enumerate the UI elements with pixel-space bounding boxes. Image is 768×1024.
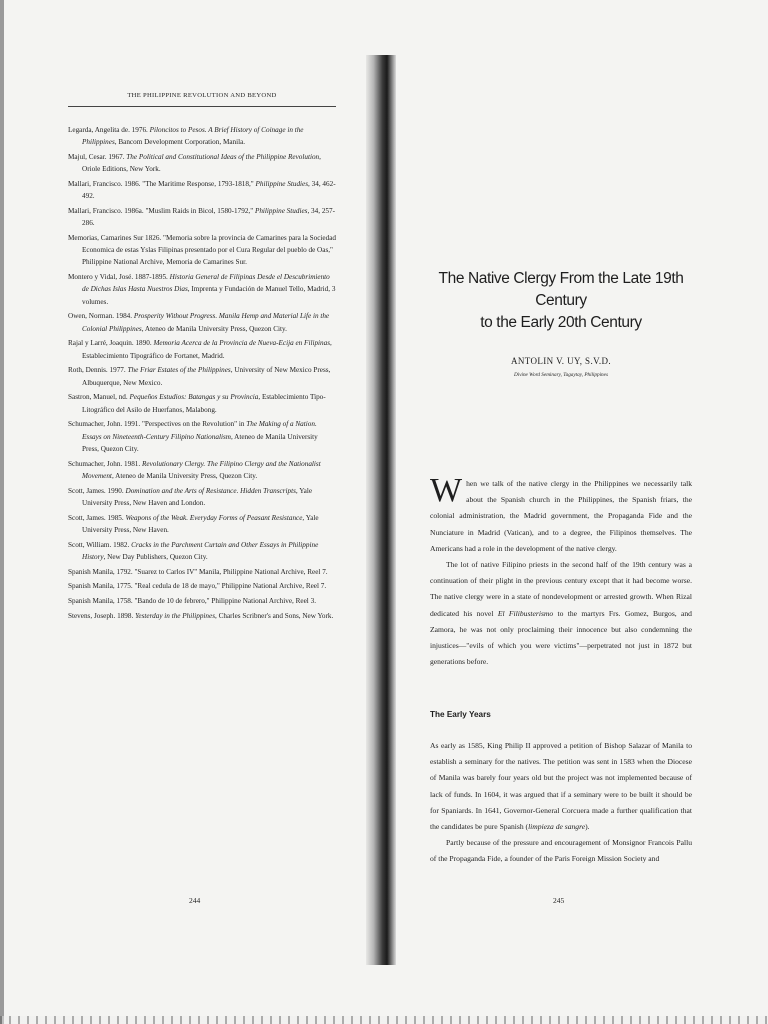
scan-left-border — [0, 0, 4, 1024]
reference-entry: Spanish Manila, 1758. "Bando de 10 de febrero," Philippine National Archive, Reel 3. — [68, 597, 316, 606]
reference-entry: Sastron, Manuel, nd. Pequeños Estudios: Batangas y su Provincia, Establecimiento Tipo-Litográfico del Asilo de Huerfanos, Malabong. — [68, 393, 326, 414]
scan-bottom-edge — [0, 1016, 768, 1024]
left-page-number: 244 — [189, 896, 201, 905]
right-page-number: 245 — [553, 896, 565, 905]
reference-entry: Mallari, Francisco. 1986. "The Maritime Response, 1793-1818," Philippine Studies, 34, 462-492. — [68, 180, 336, 201]
running-head: THE PHILIPPINE REVOLUTION AND BEYOND — [127, 92, 277, 99]
section-heading: The Early Years — [430, 710, 491, 719]
body-text-early-years — [430, 738, 692, 868]
article-title — [430, 268, 692, 334]
reference-list — [68, 124, 336, 625]
reference-entry: Schumacher, John. 1991. "Perspectives on the Revolution" in The Making of a Nation. Essays on Nineteenth-Century Filipino Nationalism, Ateneo de Manila University Press, Quezon City. — [68, 420, 318, 453]
body-text-intro — [430, 472, 692, 670]
paragraph-4: Partly because of the pressure and encouragement of Monsignor Francois Pallu of the Propaganda Fide, a founder of the Paris Foreign Mission Society and — [430, 838, 692, 864]
author-affiliation: Divine Word Seminary, Tagaytay, Philippines — [514, 372, 608, 378]
book-spine-gutter — [366, 55, 396, 965]
article-title-line-1: The Native Clergy From the Late 19th Century — [438, 270, 684, 309]
reference-entry: Mallari, Francisco. 1986a. "Muslim Raids in Bicol, 1580-1792," Philippine Studies, 34, 257-286. — [68, 207, 336, 228]
reference-entry: Owen, Norman. 1984. Prosperity Without Progress. Manila Hemp and Material Life in the Colonial Philippines, Ateneo de Manila University Press, Quezon City. — [68, 312, 330, 333]
drop-cap: W — [430, 472, 463, 509]
header-rule — [68, 106, 336, 107]
reference-entry: Spanish Manila, 1792. "Suarez to Carlos IV" Manila, Philippine National Archive, Reel 7. — [68, 567, 328, 576]
paragraph-2: The lot of native Filipino priests in the second half of the 19th century was a continuation of their plight in the previous century except that it had become worse. The native clergy were in a state of nondevelopment or arrested growth. When Rizal dedicated his novel El Filibusterismo to the martyrs Frs. Gomez, Burgos, and Zamora, he was not only proclaiming their innocence but also condemning the injustices—"evils of which you were victims"—perpetrated not just in 1872 but generations before. — [430, 560, 692, 667]
reference-entry: Schumacher, John. 1981. Revolutionary Clergy. The Filipino Clergy and the Nationalist Movement, Ateneo de Manila University Press, Quezon City. — [68, 459, 321, 480]
reference-entry: Legarda, Angelita de. 1976. Piloncitos to Pesos. A Brief History of Coinage in the Philippines, Bancom Development Corporation, Manila. — [68, 126, 304, 147]
paragraph-1: hen we talk of the native clergy in the Philippines we necessarily talk about the Spanish church in the Philippines, the Spanish friars, the colonial administration, the Madrid government, the Propaganda Fide and the Nunciature in Madrid (Vatican), and to a degree, the Filipinos themselves. The Americans had a role in the development of the native clergy. — [430, 479, 692, 553]
reference-entry: Majul, Cesar. 1967. The Political and Constitutional Ideas of the Philippine Revolution, Oriole Editions, New York. — [68, 153, 321, 174]
reference-entry: Memorias, Camarines Sur 1826. "Memoria sobre la provincia de Camarines para la Sociedad Economica de estas Yslas Filipinas presentado por el Cura Regular del pueblo de Oas," Philippine National Archive, Memoria de Camarines Sur. — [68, 234, 336, 267]
reference-entry: Scott, James. 1985. Weapons of the Weak. Everyday Forms of Peasant Resistance, Yale University Press, New Haven. — [68, 513, 319, 534]
reference-entry: Scott, James. 1990. Domination and the Arts of Resistance. Hidden Transcripts, Yale University Press, New Haven and London. — [68, 486, 313, 507]
reference-entry: Montero y Vidal, José. 1887-1895. Historia General de Filipinas Desde el Descubrimiento de Dichas Islas Hasta Nuestros Dias, Imprenta y Fundación de Manuel Tello, Madrid, 3 volumes. — [68, 273, 336, 306]
article-title-line-2: to the Early 20th Century — [480, 314, 642, 331]
author-name: ANTOLIN V. UY, S.V.D. — [510, 356, 612, 366]
reference-entry: Rajal y Larré, Joaquin. 1890. Memoria Acerca de la Provincia de Nueva-Ecija en Filipinas, Establecimiento Tipográfico de Fortanet, Madrid. — [68, 339, 332, 360]
reference-entry: Scott, William. 1982. Cracks in the Parchment Curtain and Other Essays in Philippine History, New Day Publishers, Quezon City. — [68, 540, 319, 561]
reference-entry: Roth, Dennis. 1977. The Friar Estates of the Philippines, University of New Mexico Press, Albuquerque, New Mexico. — [68, 366, 331, 387]
paragraph-3: As early as 1585, King Philip II approved a petition of Bishop Salazar of Manila to establish a seminary for the natives. The petition was sent in 1583 when the Diocese of Manila was barely four years old but the project was not implemented because of lack of funds. In 1604, it was argued that if a seminary were to be built it should be for Spaniards. In 1641, Governor-General Corcuera made a further qualification that the candidates be pure Spanish (limpieza de sangre). — [430, 741, 692, 832]
reference-entry: Spanish Manila, 1775. "Real cedula de 18 de mayo," Philippine National Archive, Reel 7. — [68, 582, 327, 591]
reference-entry: Stevens, Joseph. 1898. Yesterday in the Philippines, Charles Scribner's and Sons, New York. — [68, 612, 334, 620]
